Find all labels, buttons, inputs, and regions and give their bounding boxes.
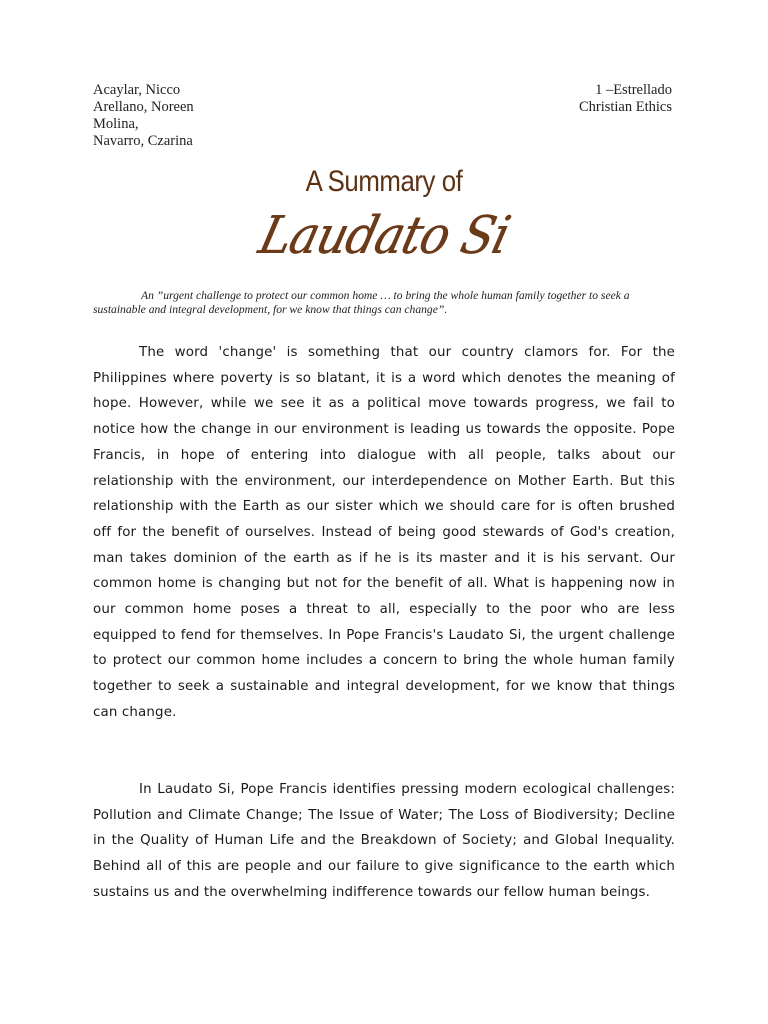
author-list	[93, 82, 194, 150]
document-title: Laudato Si	[253, 206, 515, 266]
course-label: Christian Ethics	[578, 99, 672, 115]
section-label: 1 –Estrellado	[595, 82, 672, 98]
body-paragraph: In Laudato Si, Pope Francis identifies pressing modern ecological challenges: Pollution and Climate Change; The Issue of Water; The Loss of Biodiversity; Decline in the Quality of Human Life and the Breakdown of Society; and Global Inequality. Behind all of this are people and our failure to give significance to the earth which sustains us and the overwhelming indifference towards our fellow human beings.	[93, 782, 675, 900]
author-name: Arellano, Noreen	[93, 99, 194, 115]
author-name: Acaylar, Nicco	[93, 82, 181, 98]
author-name: Molina,	[93, 116, 139, 132]
title-prefix: A Summary of	[305, 165, 463, 198]
body-paragraph: The word 'change' is something that our country clamors for. For the Philippines where poverty is so blatant, it is a word which denotes the meaning of hope. However, while we see it as a political move towards progress, we fail to notice how the change in our environment is leading us towards the opposite. Pope Francis, in hope of entering into dialogue with all people, talks about our relationship with the environment, our interdependence on Mother Earth. But this relationship with the Earth as our sister which we should care for is often brushed off for the benefit of ourselves. Instead of being good stewards of God's creation, man takes dominion of the earth as if he is its master and it is his servant. Our common home is changing but not for the benefit of all. What is happening now in our common home poses a threat to all, especially to the poor who are less equipped to fend for themselves. In Pope Francis's Laudato Si, the urgent challenge to protect our common home includes a concern to bring the whole human family together to seek a sustainable and integral development, for we know that things can change.	[93, 345, 675, 720]
course-info	[579, 82, 672, 116]
epigraph-quote: An ”urgent challenge to protect our common home … to bring the whole human family together to seek a sustainable and integral development, for we know that things can change”.	[93, 289, 630, 316]
author-name: Navarro, Czarina	[93, 133, 193, 149]
